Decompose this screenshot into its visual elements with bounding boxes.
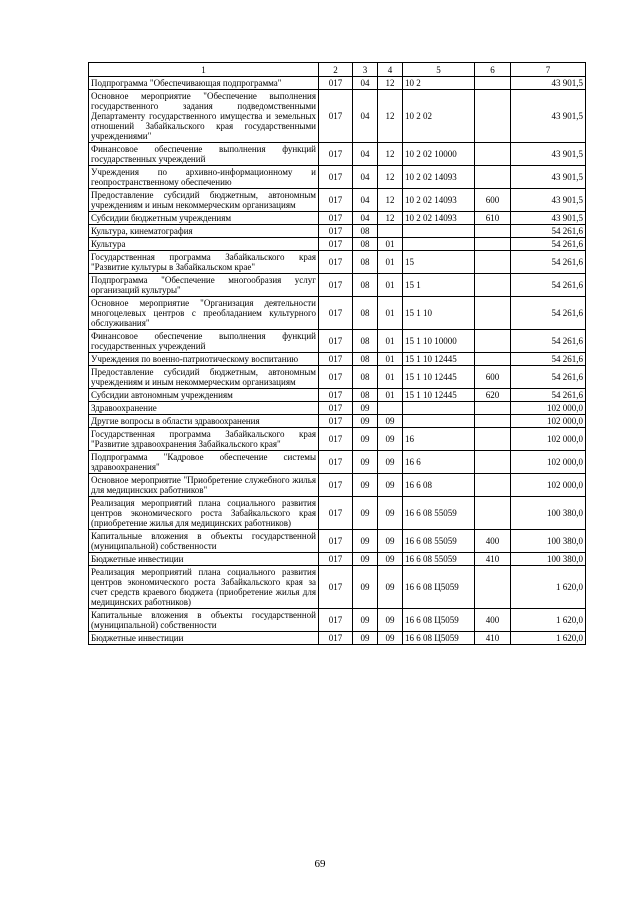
budget-table	[88, 62, 586, 645]
expense-type-cell	[475, 497, 511, 530]
subsection-cell: 09	[378, 530, 403, 553]
target-item-cell: 15	[403, 251, 475, 274]
row-name-cell: Здравоохранение	[89, 402, 319, 415]
table-row	[89, 166, 586, 189]
target-item-cell: 16 6	[403, 451, 475, 474]
column-header: 4	[378, 63, 403, 77]
expense-type-cell	[475, 274, 511, 297]
section-cell: 09	[353, 553, 378, 566]
subsection-cell: 01	[378, 297, 403, 330]
subsection-cell: 12	[378, 77, 403, 90]
subsection-cell: 01	[378, 353, 403, 366]
ministry-code-cell: 017	[319, 366, 353, 389]
subsection-cell: 09	[378, 474, 403, 497]
target-item-cell: 15 1 10 12445	[403, 389, 475, 402]
row-name-cell: Капитальные вложения в объекты государственной (муниципальной) собственности	[89, 609, 319, 632]
ministry-code-cell: 017	[319, 274, 353, 297]
table-row	[89, 212, 586, 225]
ministry-code-cell: 017	[319, 530, 353, 553]
ministry-code-cell: 017	[319, 353, 353, 366]
row-name-cell: Подпрограмма "Обеспечение многообразия услуг организаций культуры"	[89, 274, 319, 297]
row-name-cell: Бюджетные инвестиции	[89, 632, 319, 645]
target-item-cell: 16 6 08 55059	[403, 497, 475, 530]
ministry-code-cell: 017	[319, 451, 353, 474]
row-name-cell: Другие вопросы в области здравоохранения	[89, 415, 319, 428]
table-row	[89, 428, 586, 451]
table-row	[89, 566, 586, 609]
amount-cell: 43 901,5	[511, 189, 586, 212]
expense-type-cell	[475, 402, 511, 415]
section-cell: 08	[353, 353, 378, 366]
section-cell: 09	[353, 530, 378, 553]
subsection-cell: 12	[378, 166, 403, 189]
section-cell: 04	[353, 143, 378, 166]
amount-cell: 43 901,5	[511, 77, 586, 90]
expense-type-cell	[475, 451, 511, 474]
section-cell: 09	[353, 566, 378, 609]
ministry-code-cell: 017	[319, 143, 353, 166]
amount-cell: 100 380,0	[511, 553, 586, 566]
row-name-cell: Финансовое обеспечение выполнения функций государственных учреждений	[89, 330, 319, 353]
subsection-cell: 01	[378, 366, 403, 389]
row-name-cell: Основное мероприятие "Обеспечение выполнения государственного задания подведомственными Департаменту государственного имущества и земельных отношений Забайкальского края государственными учреждениями"	[89, 90, 319, 143]
section-cell: 09	[353, 415, 378, 428]
table-row	[89, 474, 586, 497]
expense-type-cell	[475, 90, 511, 143]
table-row	[89, 609, 586, 632]
row-name-cell: Подпрограмма "Кадровое обеспечение системы здравоохранения"	[89, 451, 319, 474]
ministry-code-cell: 017	[319, 212, 353, 225]
expense-type-cell	[475, 297, 511, 330]
table-row	[89, 330, 586, 353]
ministry-code-cell: 017	[319, 609, 353, 632]
section-cell: 09	[353, 497, 378, 530]
ministry-code-cell: 017	[319, 238, 353, 251]
section-cell: 09	[353, 474, 378, 497]
row-name-cell: Учреждения по архивно-информационному и геопространственному обеспечению	[89, 166, 319, 189]
subsection-cell: 01	[378, 389, 403, 402]
column-header: 5	[403, 63, 475, 77]
expense-type-cell: 600	[475, 189, 511, 212]
ministry-code-cell: 017	[319, 497, 353, 530]
ministry-code-cell: 017	[319, 90, 353, 143]
row-name-cell: Реализация мероприятий плана социального развития центров экономического роста Забайкальского края за счет средств краевого бюджета (приобретение жилья для медицинских работников)	[89, 566, 319, 609]
amount-cell: 43 901,5	[511, 212, 586, 225]
expense-type-cell	[475, 330, 511, 353]
table-row	[89, 77, 586, 90]
target-item-cell: 15 1 10 10000	[403, 330, 475, 353]
subsection-cell: 01	[378, 238, 403, 251]
amount-cell: 54 261,6	[511, 274, 586, 297]
subsection-cell	[378, 402, 403, 415]
section-cell: 04	[353, 90, 378, 143]
amount-cell: 102 000,0	[511, 428, 586, 451]
row-name-cell: Культура, кинематография	[89, 225, 319, 238]
amount-cell: 1 620,0	[511, 566, 586, 609]
section-cell: 09	[353, 632, 378, 645]
column-header: 1	[89, 63, 319, 77]
expense-type-cell	[475, 225, 511, 238]
expense-type-cell: 410	[475, 553, 511, 566]
ministry-code-cell: 017	[319, 330, 353, 353]
target-item-cell: 16 6 08 Ц5059	[403, 632, 475, 645]
subsection-cell: 12	[378, 143, 403, 166]
amount-cell: 102 000,0	[511, 415, 586, 428]
amount-cell: 102 000,0	[511, 451, 586, 474]
table-row	[89, 225, 586, 238]
subsection-cell: 01	[378, 251, 403, 274]
amount-cell: 54 261,6	[511, 225, 586, 238]
section-cell: 08	[353, 389, 378, 402]
subsection-cell: 09	[378, 428, 403, 451]
target-item-cell: 15 1	[403, 274, 475, 297]
subsection-cell: 12	[378, 90, 403, 143]
table-row	[89, 189, 586, 212]
target-item-cell	[403, 225, 475, 238]
section-cell: 08	[353, 274, 378, 297]
row-name-cell: Подпрограмма "Обеспечивающая подпрограмма"	[89, 77, 319, 90]
section-cell: 08	[353, 366, 378, 389]
row-name-cell: Предоставление субсидий бюджетным, автономным учреждениям и иным некоммерческим организациям	[89, 366, 319, 389]
target-item-cell	[403, 402, 475, 415]
row-name-cell: Предоставление субсидий бюджетным, автономным учреждениям и иным некоммерческим организациям	[89, 189, 319, 212]
row-name-cell: Основное мероприятие "Организация деятельности многоцелевых центров с преобладанием культурного обслуживания"	[89, 297, 319, 330]
expense-type-cell: 600	[475, 366, 511, 389]
section-cell: 09	[353, 451, 378, 474]
table-row	[89, 90, 586, 143]
subsection-cell: 12	[378, 212, 403, 225]
column-header: 6	[475, 63, 511, 77]
target-item-cell: 16 6 08 Ц5059	[403, 566, 475, 609]
amount-cell: 102 000,0	[511, 402, 586, 415]
target-item-cell	[403, 238, 475, 251]
ministry-code-cell: 017	[319, 428, 353, 451]
expense-type-cell: 610	[475, 212, 511, 225]
expense-type-cell: 410	[475, 632, 511, 645]
table-row	[89, 389, 586, 402]
row-name-cell: Бюджетные инвестиции	[89, 553, 319, 566]
expense-type-cell	[475, 415, 511, 428]
row-name-cell: Субсидии автономным учреждениям	[89, 389, 319, 402]
amount-cell: 54 261,6	[511, 366, 586, 389]
ministry-code-cell: 017	[319, 389, 353, 402]
ministry-code-cell: 017	[319, 415, 353, 428]
target-item-cell: 16 6 08 55059	[403, 553, 475, 566]
amount-cell: 100 380,0	[511, 497, 586, 530]
subsection-cell: 09	[378, 609, 403, 632]
table-row	[89, 274, 586, 297]
row-name-cell: Основное мероприятие "Приобретение служебного жилья для медицинских работников"	[89, 474, 319, 497]
expense-type-cell: 620	[475, 389, 511, 402]
section-cell: 09	[353, 609, 378, 632]
section-cell: 08	[353, 297, 378, 330]
table-row	[89, 530, 586, 553]
subsection-cell: 09	[378, 566, 403, 609]
target-item-cell: 10 2 02	[403, 90, 475, 143]
table-row	[89, 366, 586, 389]
ministry-code-cell: 017	[319, 166, 353, 189]
table-row	[89, 402, 586, 415]
section-cell: 04	[353, 77, 378, 90]
table-row	[89, 297, 586, 330]
table-row	[89, 451, 586, 474]
amount-cell: 54 261,6	[511, 389, 586, 402]
row-name-cell: Финансовое обеспечение выполнения функций государственных учреждений	[89, 143, 319, 166]
ministry-code-cell: 017	[319, 251, 353, 274]
ministry-code-cell: 017	[319, 225, 353, 238]
target-item-cell: 10 2	[403, 77, 475, 90]
table-header-row	[89, 63, 586, 77]
page-number: 69	[314, 858, 326, 870]
amount-cell: 54 261,6	[511, 297, 586, 330]
expense-type-cell	[475, 77, 511, 90]
target-item-cell: 10 2 02 10000	[403, 143, 475, 166]
expense-type-cell	[475, 238, 511, 251]
amount-cell: 43 901,5	[511, 166, 586, 189]
table-body	[89, 77, 586, 645]
row-name-cell: Субсидии бюджетным учреждениям	[89, 212, 319, 225]
row-name-cell: Капитальные вложения в объекты государственной (муниципальной) собственности	[89, 530, 319, 553]
target-item-cell: 15 1 10	[403, 297, 475, 330]
target-item-cell: 16 6 08 Ц5059	[403, 609, 475, 632]
expense-type-cell	[475, 474, 511, 497]
amount-cell: 43 901,5	[511, 90, 586, 143]
ministry-code-cell: 017	[319, 77, 353, 90]
section-cell: 04	[353, 189, 378, 212]
target-item-cell: 15 1 10 12445	[403, 366, 475, 389]
table-row	[89, 497, 586, 530]
expense-type-cell	[475, 166, 511, 189]
ministry-code-cell: 017	[319, 553, 353, 566]
target-item-cell	[403, 415, 475, 428]
section-cell: 08	[353, 238, 378, 251]
row-name-cell: Государственная программа Забайкальского края "Развитие культуры в Забайкальском крае"	[89, 251, 319, 274]
row-name-cell: Реализация мероприятий плана социального развития центров экономического роста Забайкальского края (приобретение жилья для медицинских работников)	[89, 497, 319, 530]
ministry-code-cell: 017	[319, 474, 353, 497]
amount-cell: 54 261,6	[511, 238, 586, 251]
table-row	[89, 251, 586, 274]
table-row	[89, 353, 586, 366]
subsection-cell: 09	[378, 415, 403, 428]
section-cell: 08	[353, 225, 378, 238]
amount-cell: 1 620,0	[511, 609, 586, 632]
amount-cell: 54 261,6	[511, 330, 586, 353]
ministry-code-cell: 017	[319, 402, 353, 415]
section-cell: 04	[353, 166, 378, 189]
row-name-cell: Учреждения по военно-патриотическому воспитанию	[89, 353, 319, 366]
expense-type-cell	[475, 353, 511, 366]
ministry-code-cell: 017	[319, 297, 353, 330]
table-row	[89, 143, 586, 166]
section-cell: 04	[353, 212, 378, 225]
amount-cell: 100 380,0	[511, 530, 586, 553]
subsection-cell: 09	[378, 497, 403, 530]
expense-type-cell	[475, 428, 511, 451]
expense-type-cell	[475, 566, 511, 609]
table-row	[89, 632, 586, 645]
ministry-code-cell: 017	[319, 566, 353, 609]
amount-cell: 1 620,0	[511, 632, 586, 645]
subsection-cell: 09	[378, 451, 403, 474]
section-cell: 08	[353, 330, 378, 353]
target-item-cell: 10 2 02 14093	[403, 189, 475, 212]
target-item-cell: 16 6 08	[403, 474, 475, 497]
expense-type-cell: 400	[475, 530, 511, 553]
expense-type-cell	[475, 143, 511, 166]
ministry-code-cell: 017	[319, 189, 353, 212]
row-name-cell: Культура	[89, 238, 319, 251]
amount-cell: 54 261,6	[511, 353, 586, 366]
column-header: 3	[353, 63, 378, 77]
subsection-cell	[378, 225, 403, 238]
section-cell: 09	[353, 428, 378, 451]
subsection-cell: 01	[378, 330, 403, 353]
amount-cell: 54 261,6	[511, 251, 586, 274]
table-row	[89, 415, 586, 428]
table-row	[89, 238, 586, 251]
target-item-cell: 10 2 02 14093	[403, 166, 475, 189]
expense-type-cell: 400	[475, 609, 511, 632]
column-header: 7	[511, 63, 586, 77]
subsection-cell: 12	[378, 189, 403, 212]
target-item-cell: 16	[403, 428, 475, 451]
subsection-cell: 09	[378, 632, 403, 645]
section-cell: 09	[353, 402, 378, 415]
column-header: 2	[319, 63, 353, 77]
target-item-cell: 10 2 02 14093	[403, 212, 475, 225]
subsection-cell: 01	[378, 274, 403, 297]
target-item-cell: 15 1 10 12445	[403, 353, 475, 366]
amount-cell: 43 901,5	[511, 143, 586, 166]
row-name-cell: Государственная программа Забайкальского края "Развитие здравоохранения Забайкальского края"	[89, 428, 319, 451]
ministry-code-cell: 017	[319, 632, 353, 645]
subsection-cell: 09	[378, 553, 403, 566]
amount-cell: 102 000,0	[511, 474, 586, 497]
section-cell: 08	[353, 251, 378, 274]
expense-type-cell	[475, 251, 511, 274]
table-row	[89, 553, 586, 566]
target-item-cell: 16 6 08 55059	[403, 530, 475, 553]
